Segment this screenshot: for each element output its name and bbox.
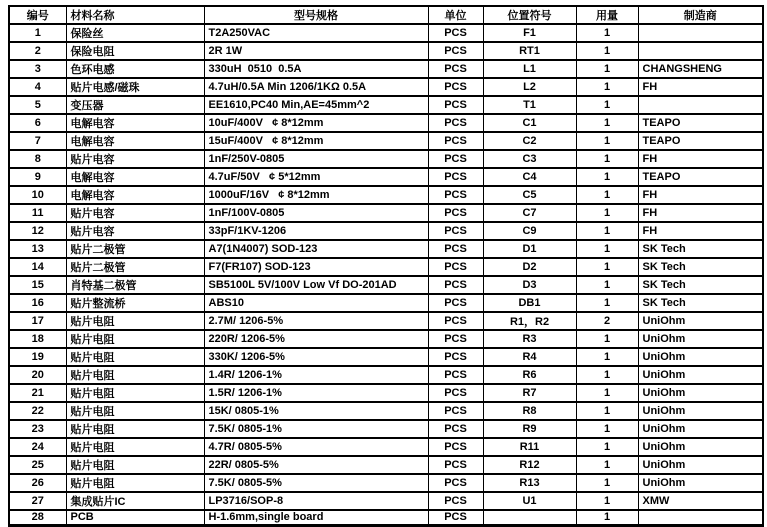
table-cell: 15K/ 0805-1% bbox=[204, 402, 428, 420]
table-cell: 2R 1W bbox=[204, 42, 428, 60]
table-cell: 1 bbox=[576, 276, 638, 294]
table-cell: L2 bbox=[483, 78, 576, 96]
table-cell: PCS bbox=[428, 438, 483, 456]
table-cell bbox=[638, 96, 763, 114]
table-cell: PCS bbox=[428, 114, 483, 132]
table-cell: XMW bbox=[638, 492, 763, 510]
table-cell: 贴片电容 bbox=[66, 150, 204, 168]
table-cell: 1 bbox=[576, 420, 638, 438]
table-cell: 220R/ 1206-5% bbox=[204, 330, 428, 348]
table-cell: 贴片二极管 bbox=[66, 258, 204, 276]
table-cell: D1 bbox=[483, 240, 576, 258]
table-cell: PCS bbox=[428, 258, 483, 276]
table-cell: 1 bbox=[576, 294, 638, 312]
table-row bbox=[9, 474, 763, 492]
table-cell: 贴片电感/磁珠 bbox=[66, 78, 204, 96]
table-cell: 贴片电阻 bbox=[66, 474, 204, 492]
column-header-unit: 单位 bbox=[428, 6, 483, 24]
table-cell: R11 bbox=[483, 438, 576, 456]
table-cell: T2A250VAC bbox=[204, 24, 428, 42]
table-cell: D2 bbox=[483, 258, 576, 276]
table-cell: 1 bbox=[576, 222, 638, 240]
table-cell: 6 bbox=[9, 114, 66, 132]
table-cell: 贴片电阻 bbox=[66, 384, 204, 402]
table-cell: 电解电容 bbox=[66, 132, 204, 150]
table-row bbox=[9, 384, 763, 402]
table-cell: PCS bbox=[428, 312, 483, 330]
table-cell: PCS bbox=[428, 294, 483, 312]
table-cell: C9 bbox=[483, 222, 576, 240]
table-cell: RT1 bbox=[483, 42, 576, 60]
table-row bbox=[9, 456, 763, 474]
table-cell: 5 bbox=[9, 96, 66, 114]
table-cell: SB5100L 5V/100V Low Vf DO-201AD bbox=[204, 276, 428, 294]
table-cell: PCS bbox=[428, 510, 483, 525]
table-cell: 23 bbox=[9, 420, 66, 438]
column-header-designator: 位置符号 bbox=[483, 6, 576, 24]
table-cell: 贴片电阻 bbox=[66, 312, 204, 330]
table-cell bbox=[638, 42, 763, 60]
table-cell: R9 bbox=[483, 420, 576, 438]
table-cell: TEAPO bbox=[638, 168, 763, 186]
table-cell: 10uF/400V ¢ 8*12mm bbox=[204, 114, 428, 132]
table-cell: EE1610,PC40 Min,AE=45mm^2 bbox=[204, 96, 428, 114]
table-cell: PCS bbox=[428, 474, 483, 492]
table-cell: F1 bbox=[483, 24, 576, 42]
table-cell: 贴片电容 bbox=[66, 222, 204, 240]
table-row bbox=[9, 114, 763, 132]
table-cell: 1 bbox=[576, 168, 638, 186]
table-row bbox=[9, 150, 763, 168]
table-cell: PCS bbox=[428, 420, 483, 438]
table-cell: 1 bbox=[576, 240, 638, 258]
table-cell: 1.4R/ 1206-1% bbox=[204, 366, 428, 384]
table-row bbox=[9, 330, 763, 348]
table-row bbox=[9, 492, 763, 510]
table-row bbox=[9, 402, 763, 420]
table-cell: LP3716/SOP-8 bbox=[204, 492, 428, 510]
table-cell: 1 bbox=[576, 258, 638, 276]
table-cell: 27 bbox=[9, 492, 66, 510]
table-cell: 贴片电容 bbox=[66, 204, 204, 222]
table-cell: SK Tech bbox=[638, 276, 763, 294]
table-cell: 18 bbox=[9, 330, 66, 348]
table-cell: 1 bbox=[576, 24, 638, 42]
table-cell: UniOhm bbox=[638, 384, 763, 402]
table-cell: 7.5K/ 0805-1% bbox=[204, 420, 428, 438]
table-cell: FH bbox=[638, 204, 763, 222]
table-cell: 1 bbox=[576, 150, 638, 168]
table-cell: 19 bbox=[9, 348, 66, 366]
table-cell: C5 bbox=[483, 186, 576, 204]
table-cell: ABS10 bbox=[204, 294, 428, 312]
table-cell: PCS bbox=[428, 186, 483, 204]
table-cell: DB1 bbox=[483, 294, 576, 312]
table-cell: 1 bbox=[576, 60, 638, 78]
table-cell: 13 bbox=[9, 240, 66, 258]
table-cell: UniOhm bbox=[638, 474, 763, 492]
table-body bbox=[9, 24, 763, 525]
table-cell: R4 bbox=[483, 348, 576, 366]
table-cell: FH bbox=[638, 78, 763, 96]
table-cell: 7 bbox=[9, 132, 66, 150]
table-cell: 保险电阻 bbox=[66, 42, 204, 60]
table-cell: 1 bbox=[576, 366, 638, 384]
table-row bbox=[9, 366, 763, 384]
table-cell: L1 bbox=[483, 60, 576, 78]
table-cell: 1 bbox=[576, 510, 638, 525]
table-cell: C7 bbox=[483, 204, 576, 222]
table-cell: CHANGSHENG bbox=[638, 60, 763, 78]
table-cell: PCS bbox=[428, 456, 483, 474]
table-cell: 1 bbox=[576, 204, 638, 222]
table-cell: 1 bbox=[576, 402, 638, 420]
table-cell: 电解电容 bbox=[66, 114, 204, 132]
table-cell: C2 bbox=[483, 132, 576, 150]
column-header-number: 编号 bbox=[9, 6, 66, 24]
table-cell: 贴片电阻 bbox=[66, 330, 204, 348]
table-cell: TEAPO bbox=[638, 114, 763, 132]
table-cell: TEAPO bbox=[638, 132, 763, 150]
table-cell: R1，R2 bbox=[483, 312, 576, 330]
table-cell: 22R/ 0805-5% bbox=[204, 456, 428, 474]
table-row bbox=[9, 96, 763, 114]
table-row bbox=[9, 78, 763, 96]
table-cell: 1 bbox=[576, 438, 638, 456]
header-row bbox=[9, 6, 763, 24]
table-cell: 1000uF/16V ¢ 8*12mm bbox=[204, 186, 428, 204]
table-cell: R7 bbox=[483, 384, 576, 402]
table-row bbox=[9, 312, 763, 330]
table-cell: 1.5R/ 1206-1% bbox=[204, 384, 428, 402]
table-cell: 8 bbox=[9, 150, 66, 168]
table-cell: 25 bbox=[9, 456, 66, 474]
bom-table bbox=[8, 5, 764, 527]
table-cell: PCS bbox=[428, 330, 483, 348]
table-cell: PCS bbox=[428, 384, 483, 402]
table-row bbox=[9, 60, 763, 78]
table-cell bbox=[638, 510, 763, 525]
table-cell: UniOhm bbox=[638, 456, 763, 474]
table-row bbox=[9, 420, 763, 438]
table-cell: 1nF/250V-0805 bbox=[204, 150, 428, 168]
table-cell: 1 bbox=[9, 24, 66, 42]
table-cell: 电解电容 bbox=[66, 186, 204, 204]
table-cell: 4.7uH/0.5A Min 1206/1KΩ 0.5A bbox=[204, 78, 428, 96]
table-cell: U1 bbox=[483, 492, 576, 510]
table-cell: PCS bbox=[428, 24, 483, 42]
column-header-material: 材料名称 bbox=[66, 6, 204, 24]
table-cell: PCS bbox=[428, 42, 483, 60]
table-cell: PCS bbox=[428, 240, 483, 258]
table-cell: PCS bbox=[428, 78, 483, 96]
table-cell: 22 bbox=[9, 402, 66, 420]
table-cell: PCS bbox=[428, 150, 483, 168]
table-cell: 12 bbox=[9, 222, 66, 240]
table-cell: 1nF/100V-0805 bbox=[204, 204, 428, 222]
table-cell: 1 bbox=[576, 78, 638, 96]
table-cell: SK Tech bbox=[638, 294, 763, 312]
table-cell: PCS bbox=[428, 222, 483, 240]
table-cell: PCS bbox=[428, 366, 483, 384]
table-cell: 24 bbox=[9, 438, 66, 456]
table-row bbox=[9, 258, 763, 276]
table-row bbox=[9, 204, 763, 222]
table-cell: 色环电感 bbox=[66, 60, 204, 78]
table-cell: 2 bbox=[576, 312, 638, 330]
table-cell: 1 bbox=[576, 492, 638, 510]
table-row bbox=[9, 168, 763, 186]
table-cell: 1 bbox=[576, 132, 638, 150]
table-row bbox=[9, 510, 763, 525]
table-cell: 2.7M/ 1206-5% bbox=[204, 312, 428, 330]
table-cell: 贴片电阻 bbox=[66, 348, 204, 366]
table-cell: UniOhm bbox=[638, 402, 763, 420]
table-row bbox=[9, 132, 763, 150]
table-cell: PCS bbox=[428, 492, 483, 510]
table-cell: R12 bbox=[483, 456, 576, 474]
table-cell: 2 bbox=[9, 42, 66, 60]
table-cell: 贴片二极管 bbox=[66, 240, 204, 258]
table-cell: UniOhm bbox=[638, 330, 763, 348]
table-cell: 1 bbox=[576, 186, 638, 204]
table-cell bbox=[638, 24, 763, 42]
table-cell: F7(FR107) SOD-123 bbox=[204, 258, 428, 276]
table-cell: 贴片整流桥 bbox=[66, 294, 204, 312]
table-cell: 贴片电阻 bbox=[66, 402, 204, 420]
table-cell: 33pF/1KV-1206 bbox=[204, 222, 428, 240]
table-cell: 4.7R/ 0805-5% bbox=[204, 438, 428, 456]
table-cell: 4 bbox=[9, 78, 66, 96]
table-cell: PCS bbox=[428, 204, 483, 222]
table-cell: PCS bbox=[428, 276, 483, 294]
table-cell: UniOhm bbox=[638, 438, 763, 456]
table-row bbox=[9, 276, 763, 294]
column-header-spec: 型号规格 bbox=[204, 6, 428, 24]
table-cell: 贴片电阻 bbox=[66, 438, 204, 456]
table-cell: 肖特基二极管 bbox=[66, 276, 204, 294]
table-cell: 1 bbox=[576, 456, 638, 474]
table-cell: PCS bbox=[428, 132, 483, 150]
column-header-manufacturer: 制造商 bbox=[638, 6, 763, 24]
table-cell: 15 bbox=[9, 276, 66, 294]
table-row bbox=[9, 240, 763, 258]
table-cell: C4 bbox=[483, 168, 576, 186]
table-cell: UniOhm bbox=[638, 420, 763, 438]
table-cell: FH bbox=[638, 150, 763, 168]
table-cell: 10 bbox=[9, 186, 66, 204]
table-cell: 14 bbox=[9, 258, 66, 276]
table-cell bbox=[483, 510, 576, 525]
table-cell: FH bbox=[638, 186, 763, 204]
table-cell: 330uH 0510 0.5A bbox=[204, 60, 428, 78]
table-cell: PCS bbox=[428, 402, 483, 420]
table-cell: PCS bbox=[428, 168, 483, 186]
table-cell: 1 bbox=[576, 384, 638, 402]
table-cell: C3 bbox=[483, 150, 576, 168]
table-cell: H-1.6mm,single board bbox=[204, 510, 428, 525]
table-cell: 1 bbox=[576, 330, 638, 348]
table-cell: D3 bbox=[483, 276, 576, 294]
table-cell: 变压器 bbox=[66, 96, 204, 114]
table-cell: 26 bbox=[9, 474, 66, 492]
table-cell: 20 bbox=[9, 366, 66, 384]
table-cell: T1 bbox=[483, 96, 576, 114]
table-row bbox=[9, 222, 763, 240]
table-cell: SK Tech bbox=[638, 258, 763, 276]
table-cell: C1 bbox=[483, 114, 576, 132]
table-cell: 1 bbox=[576, 114, 638, 132]
table-cell: UniOhm bbox=[638, 348, 763, 366]
table-cell: 17 bbox=[9, 312, 66, 330]
table-cell: 7.5K/ 0805-5% bbox=[204, 474, 428, 492]
table-row bbox=[9, 186, 763, 204]
table-cell: UniOhm bbox=[638, 366, 763, 384]
table-cell: 贴片电阻 bbox=[66, 366, 204, 384]
table-cell: 3 bbox=[9, 60, 66, 78]
table-cell: 贴片电阻 bbox=[66, 420, 204, 438]
table-row bbox=[9, 294, 763, 312]
table-cell: 28 bbox=[9, 510, 66, 525]
table-cell: 330K/ 1206-5% bbox=[204, 348, 428, 366]
table-cell: SK Tech bbox=[638, 240, 763, 258]
table-cell: UniOhm bbox=[638, 312, 763, 330]
table-cell: 21 bbox=[9, 384, 66, 402]
table-cell: R13 bbox=[483, 474, 576, 492]
table-cell: FH bbox=[638, 222, 763, 240]
table-cell: 集成贴片IC bbox=[66, 492, 204, 510]
table-cell: A7(1N4007) SOD-123 bbox=[204, 240, 428, 258]
table-cell: 1 bbox=[576, 474, 638, 492]
table-cell: PCB bbox=[66, 510, 204, 525]
table-cell: 贴片电阻 bbox=[66, 456, 204, 474]
table-row bbox=[9, 24, 763, 42]
table-cell: 16 bbox=[9, 294, 66, 312]
table-cell: R6 bbox=[483, 366, 576, 384]
table-cell: 保险丝 bbox=[66, 24, 204, 42]
table-cell: 15uF/400V ¢ 8*12mm bbox=[204, 132, 428, 150]
table-cell: PCS bbox=[428, 96, 483, 114]
table-row bbox=[9, 348, 763, 366]
column-header-quantity: 用量 bbox=[576, 6, 638, 24]
table-row bbox=[9, 42, 763, 60]
table-cell: 11 bbox=[9, 204, 66, 222]
table-cell: R8 bbox=[483, 402, 576, 420]
table-cell: 1 bbox=[576, 42, 638, 60]
table-cell: 1 bbox=[576, 348, 638, 366]
table-cell: 4.7uF/50V ¢ 5*12mm bbox=[204, 168, 428, 186]
table-cell: 9 bbox=[9, 168, 66, 186]
table-cell: R3 bbox=[483, 330, 576, 348]
table-header bbox=[9, 6, 763, 24]
table-cell: 电解电容 bbox=[66, 168, 204, 186]
table-cell: 1 bbox=[576, 96, 638, 114]
table-cell: PCS bbox=[428, 348, 483, 366]
table-cell: PCS bbox=[428, 60, 483, 78]
